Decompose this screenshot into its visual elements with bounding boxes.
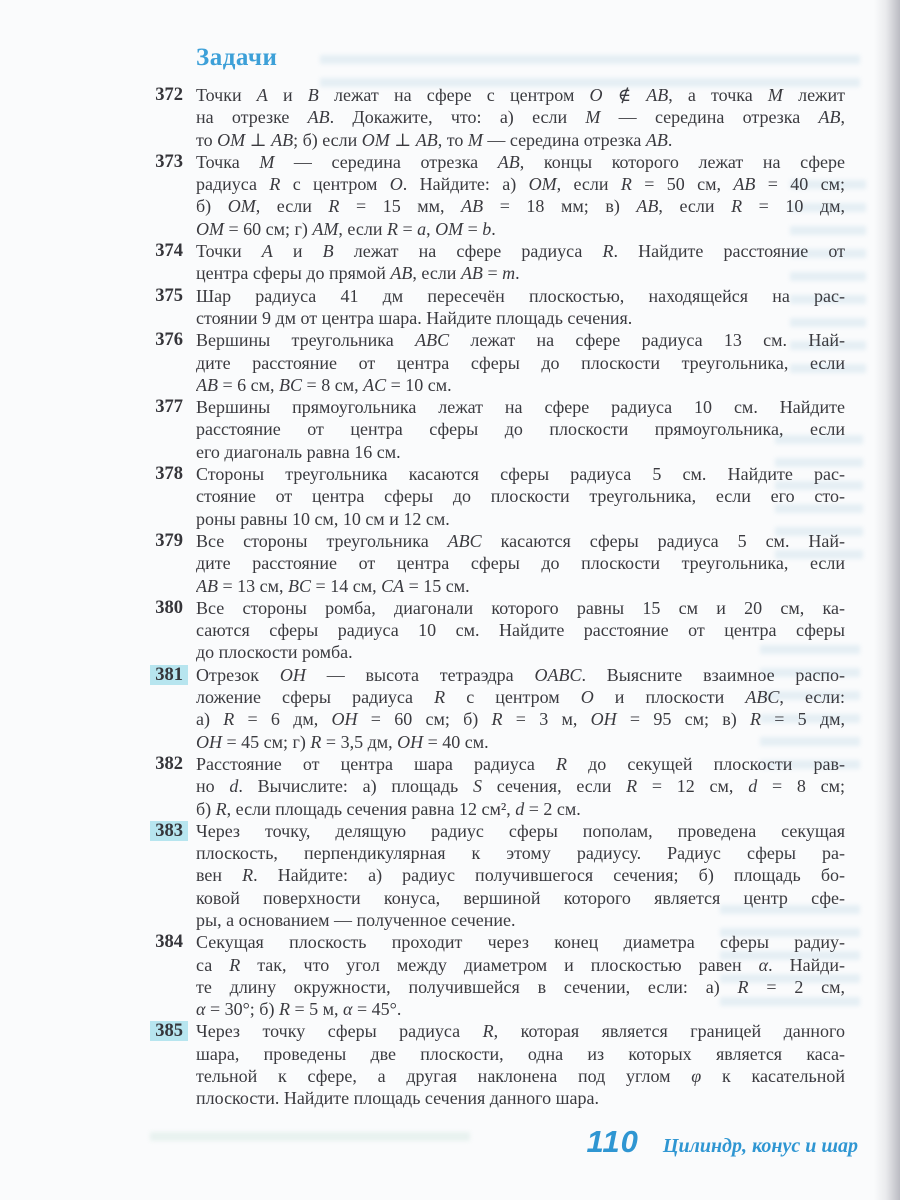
problem-text [196,753,845,820]
text-line: плоскость, перпендикулярная к этому радиусу. Радиус сферы ра- [196,843,845,864]
problem-text [196,396,845,463]
text-line: б) OM, если R = 15 мм, AB = 18 мм; в) AB, если R = 10 дм, [196,196,845,217]
text-line: но d. Вычислите: а) площадь S сечения, если R = 12 см, d = 8 см; [196,776,845,797]
page-edge-shadow [874,0,900,1200]
text-line: ры, а основанием — полученное сечение. [196,909,516,930]
problem-number: 377 [155,397,183,418]
text-line: Через точку, делящую радиус сферы пополам, проведена секущая [196,820,845,841]
problem-number: 374 [155,241,183,262]
problem-380 [0,597,846,664]
text-line: плоскости. Найдите площадь сечения данного шара. [196,1088,599,1109]
text-line: Через точку сферы радиуса R, которая является границей данного [196,1021,845,1042]
text-line: саются сферы радиуса 10 см. Найдите расстояние от центра сферы [196,620,845,641]
problem-number: 378 [155,464,183,485]
problem-383 [0,820,846,931]
problem-378 [0,463,846,530]
problem-text [196,597,845,664]
problems-list [0,84,846,1110]
problem-number: 385 [0,1020,183,1109]
problem-text [196,329,845,396]
problem-376 [0,329,846,396]
problem-373 [0,151,846,240]
problem-text [196,931,845,1020]
problem-384 [0,931,846,1020]
text-line: шара, проведены две плоскости, одна из которых является каса- [196,1043,845,1064]
text-line: центра сферы до прямой AB, если AB = m. [196,263,520,284]
problem-number: 383 [0,820,183,931]
text-line: расстояние от центра сферы до плоскости прямоугольника, если [196,419,845,440]
problem-374 [0,240,846,285]
text-line: Точки A и B лежат на сфере радиуса R. Найдите расстояние от [196,241,845,262]
text-line: дите расстояние от центра сферы до плоскости треугольника, если [196,352,845,373]
problem-text [196,530,845,597]
text-line: Расстояние от центра шара радиуса R до секущей плоскости рав- [196,753,845,774]
text-line: вен R. Найдите: а) радиус получившегося сечения; б) площадь бо- [196,865,845,886]
problem-number: 379 [155,530,183,551]
problem-number: 373 [155,151,183,172]
text-line: α = 30°; б) R = 5 м, α = 45°. [196,999,402,1020]
problem-372 [0,84,846,151]
text-line: стояние от центра сферы до плоскости треугольника, если его сто- [196,486,845,507]
problem-number: 376 [155,330,183,351]
problem-377 [0,396,846,463]
problem-text [196,820,845,931]
text-line: Точка M — середина отрезка AB, концы которого лежат на сфере [196,151,845,172]
page-footer [586,1124,858,1160]
text-line: Отрезок OH — высота тетраэдра OABC. Выясните взаимное распо- [196,664,845,685]
problem-number: 384 [155,932,183,953]
text-line: дите расстояние от центра сферы до плоскости треугольника, если [196,553,845,574]
problem-379 [0,530,846,597]
text-line: Вершины треугольника ABC лежат на сфере радиуса 13 см. Най- [196,330,845,351]
problem-text [196,151,845,240]
bleed-through-artifact [150,1128,470,1154]
text-line: Все стороны ромба, диагонали которого равны 15 см и 20 см, ка- [196,597,845,618]
problem-number: 382 [155,753,183,774]
text-line: то OM ⊥ AB; б) если OM ⊥ AB, то M — середина отрезка AB. [196,129,673,150]
text-line: Стороны треугольника касаются сферы радиуса 5 см. Найдите рас- [196,464,845,485]
text-line: ковой поверхности конуса, вершиной которого является центр сфе- [196,887,845,908]
problem-381 [0,664,846,753]
text-line: ложение сферы радиуса R с центром O и плоскости ABC, если: [196,687,845,708]
problem-number: 381 [0,664,183,753]
text-line: роны равны 10 см, 10 см и 12 см. [196,508,450,529]
problem-number: 372 [155,85,183,105]
text-line: AB = 13 см, BC = 14 см, CA = 15 см. [196,575,470,596]
page-number: 110 [586,1124,639,1159]
section-title: Цилиндр, конус и шар [662,1135,858,1157]
page-heading: Задачи [196,44,278,71]
text-line: Шар радиуса 41 дм пересечён плоскостью, находящейся на рас- [196,285,845,306]
text-line: Секущая плоскость проходит через конец диаметра сферы радиу- [196,932,845,953]
text-line: те длину окружности, получившейся в сечении, если: а) R = 2 см, [196,976,845,997]
text-line: б) R, если площадь сечения равна 12 см², d = 2 см. [196,798,581,819]
text-line: тельной к сфере, а другая наклонена под углом φ к касательной [196,1066,845,1087]
problem-382 [0,753,846,820]
text-line: его диагональ равна 16 см. [196,441,401,462]
problem-text [196,84,845,151]
problem-text [196,463,845,530]
problem-text [196,240,845,285]
problem-number: 375 [155,285,183,306]
problem-text [196,664,845,753]
problem-385 [0,1020,846,1109]
problem-text [196,1020,845,1109]
text-line: на отрезке AB. Докажите, что: а) если M — середина отрезка AB, [196,107,845,128]
text-line: а) R = 6 дм, OH = 60 см; б) R = 3 м, OH = 95 см; в) R = 5 дм, [196,709,845,730]
problem-number: 380 [155,597,183,618]
text-line: стоянии 9 дм от центра шара. Найдите площадь сечения. [196,307,633,328]
text-line: Вершины прямоугольника лежат на сфере радиуса 10 см. Найдите [196,397,845,418]
problem-375 [0,285,846,330]
text-line: Все стороны треугольника ABC касаются сферы радиуса 5 см. Най- [196,530,845,551]
problem-text [196,285,845,330]
text-line: OH = 45 см; г) R = 3,5 дм, OH = 40 см. [196,731,489,752]
text-line: OM = 60 см; г) AM, если R = a, OM = b. [196,218,496,239]
text-line: Точки A и B лежат на сфере с центром O ∉ AB, а точка M лежит [196,85,845,105]
text-line: до плоскости ромба. [196,642,353,663]
text-line: радиуса R с центром O. Найдите: а) OM, если R = 50 см, AB = 40 см; [196,174,845,195]
text-line: са R так, что угол между диаметром и плоскостью равен α. Найди- [196,954,845,975]
text-line: AB = 6 см, BC = 8 см, AC = 10 см. [196,374,452,395]
